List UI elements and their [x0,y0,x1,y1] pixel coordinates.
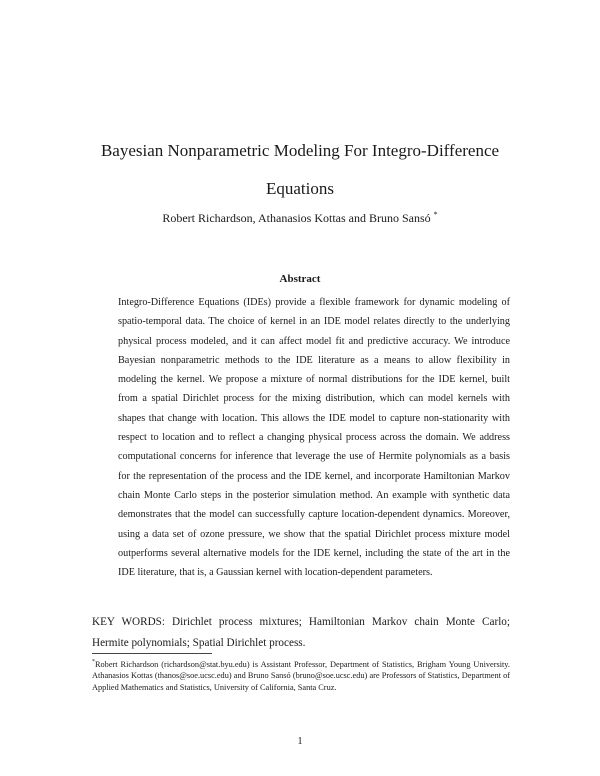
authors-text: Robert Richardson, Athanasios Kottas and Bruno Sansó [162,211,431,225]
title-line-1: Bayesian Nonparametric Modeling For Integro-Difference [100,141,500,160]
abstract-heading: Abstract [279,273,321,285]
footnote-mark: * [92,659,95,665]
footnote-divider [92,653,212,654]
author-list [60,210,540,226]
title-line-2: Equations [266,179,334,198]
page-number: 1 [297,736,303,747]
paper-title [60,132,540,208]
keywords: KEY WORDS: Dirichlet process mixtures; Hamiltonian Markov chain Monte Carlo; Hermite polynomials; Spatial Dirichlet process. [92,616,510,649]
abstract-body: Integro-Difference Equations (IDEs) provide a flexible framework for dynamic modeling of spatio-temporal data. The choice of kernel in an IDE model relates directly to the underlying physical process modeled, and it can affect model fit and predictive accuracy. We introduce Bayesian nonparametric methods to the IDE literature as a means to allow flexibility in modeling the kernel. We propose a mixture of normal distributions for the IDE kernel, built from a spatial Dirichlet process for the mixing distribution, which can model kernels with shapes that change with location. This allows the IDE model to capture non-stationarity with respect to location and to reflect a changing physical process across the domain. We address computational concerns for inference that leverage the use of Hermite polynomials as a basis for the representation of the process and the IDE kernel, and incorporate Hamiltonian Markov chain Monte Carlo steps in the posterior simulation method. An example with synthetic data demonstrates that the model can successfully capture location-dependent dynamics. Moreover, using a data set of ozone pressure, we show that the spatial Dirichlet process mixture model outperforms several alternative models for the IDE kernel, including the state of the art in the IDE literature, that is, a Gaussian kernel with location-dependent parameters. [118,297,510,579]
author-footnote [92,657,510,693]
footnote-text: Robert Richardson (richardson@stat.byu.edu) is Assistant Professor, Department of Statistics, Brigham Young University. Athanasios Kottas (thanos@soe.ucsc.edu) and Bruno Sansó (bruno@soe.ucsc.edu) are Professors of Statistics, Department of Applied Mathematics and Statistics, University of California, Santa Cruz. [92,659,510,692]
author-footnote-mark: * [433,210,438,219]
